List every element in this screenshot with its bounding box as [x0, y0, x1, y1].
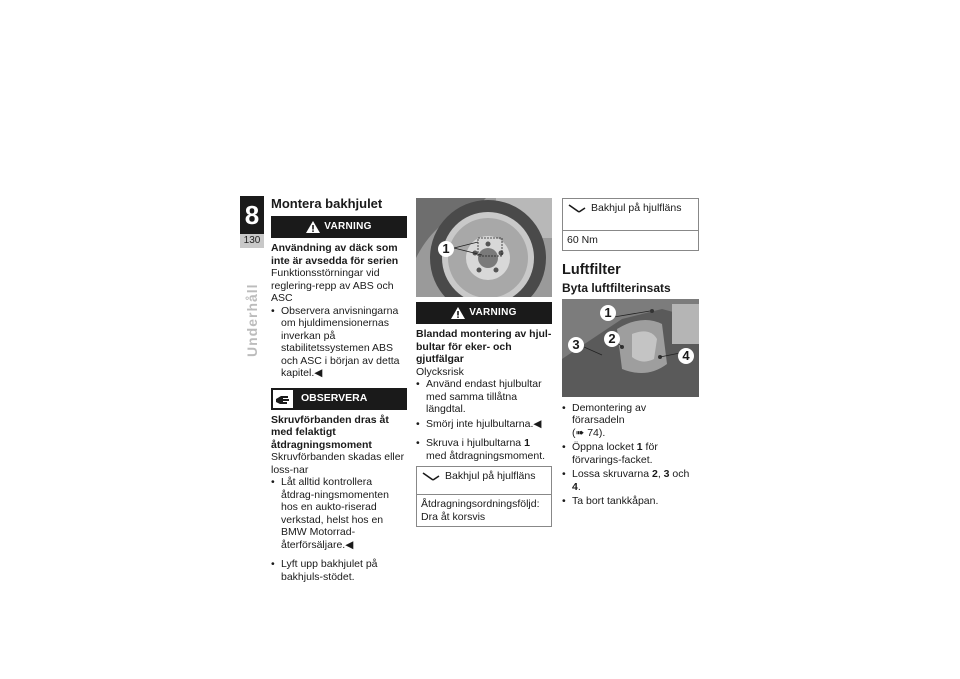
step-text: Skruva i hjulbultarna [426, 437, 525, 449]
page-reference-link[interactable]: (➠ 74). [572, 426, 606, 439]
step-ref-number: 3 [663, 468, 670, 480]
rear-wheel-photo [416, 198, 552, 297]
step-text: för förvarings-facket. [572, 441, 658, 466]
warning-triangle-icon [451, 307, 465, 319]
torque-wrench-icon [567, 202, 591, 227]
spec-value: Åtdragningsordningsföljd: Dra åt korsvis [421, 498, 540, 523]
step-text: . [577, 480, 581, 493]
step-text: och [669, 468, 690, 480]
warning-banner [416, 302, 552, 324]
chapter-side-label: Underhåll [244, 283, 260, 357]
spec-header [563, 199, 698, 231]
note-heading: Skruvförbanden dras åt med felaktigt åtdragningsmoment [271, 413, 389, 451]
section-title-air-filter: Luftfilter [562, 261, 621, 278]
torque-wrench-icon [421, 470, 445, 491]
warning-triangle-icon [306, 221, 320, 233]
list-item: • Smörj inte hjulbultarna.◀ [416, 418, 552, 431]
note-banner [271, 388, 407, 410]
warning-heading: Blandad montering av hjul-bultar för eker- och gjutfälgar [416, 328, 552, 365]
list-item: • Använd endast hjulbultar med samma tillåtna längdtal. [416, 378, 552, 416]
step-text: Öppna locket [572, 441, 637, 453]
step-ref-number: 1 [636, 441, 643, 453]
list-item: • Lyft upp bakhjulet på bakhjuls-stödet. [271, 558, 407, 583]
list-item [562, 441, 699, 466]
list-item: • Ta bort tankkåpan. [562, 495, 699, 508]
subsection-title: Byta luftfilterinsats [562, 280, 671, 295]
photo-callout-3: 3 [572, 336, 580, 352]
warning-label: VARNING [324, 220, 372, 232]
step-text: Demontering av förarsadeln [572, 401, 647, 426]
note-text: Skruvförbanden skadas eller loss-nar [271, 451, 405, 476]
list-item [562, 468, 699, 493]
step-text: Lossa skruvarna [572, 468, 652, 480]
warning-banner [271, 216, 407, 238]
photo-callout-2: 2 [608, 330, 616, 346]
column-1 [271, 196, 407, 585]
photo-callout-1: 1 [442, 241, 450, 256]
list-item [562, 402, 699, 440]
page-number: 130 [240, 234, 264, 248]
warning-label: VARNING [469, 306, 517, 318]
step-text: , [657, 468, 664, 480]
step-ref-number: 4 [572, 480, 578, 493]
note-hand-icon [273, 390, 293, 408]
chapter-number-tab: 8 [240, 196, 264, 234]
warning-heading: Användning av däck som inte är avsedda för serien [271, 242, 399, 267]
step-ref-number: 1 [524, 437, 530, 449]
column-3 [562, 198, 699, 510]
torque-spec-box [562, 198, 699, 251]
spec-title: Bakhjul på hjulfläns [445, 470, 536, 482]
step-text: med åtdragningsmoment. [426, 449, 546, 462]
warning-text: Funktionsstörningar vid reglering-repp av ABS och ASC [271, 267, 394, 304]
step-ref-number: 2 [651, 468, 658, 480]
column-2 [416, 198, 552, 527]
photo-callout-4: 4 [682, 347, 690, 363]
note-label: OBSERVERA [301, 392, 368, 405]
spec-title: Bakhjul på hjulfläns [591, 202, 682, 214]
list-item: • Låt alltid kontrollera åtdrag-ningsmomenten hos en aukto-riserad verkstad, helst hos en BMW Motorrad-återförsäljare.◀ [271, 476, 407, 551]
spec-value: 60 Nm [567, 234, 598, 246]
air-filter-photo [562, 299, 699, 397]
photo-callout-1: 1 [604, 304, 612, 320]
list-item [416, 437, 552, 462]
warning-text: Olycksrisk [416, 365, 464, 378]
list-item: • Observera anvisningarna om hjuldimensionernas inverkan på stabilitetssystemen ABS och ASC i början av detta kapitel.◀ [271, 305, 407, 380]
section-title-rear-wheel: Montera bakhjulet [271, 196, 383, 211]
torque-spec-box [416, 466, 552, 527]
spec-header [417, 467, 551, 495]
